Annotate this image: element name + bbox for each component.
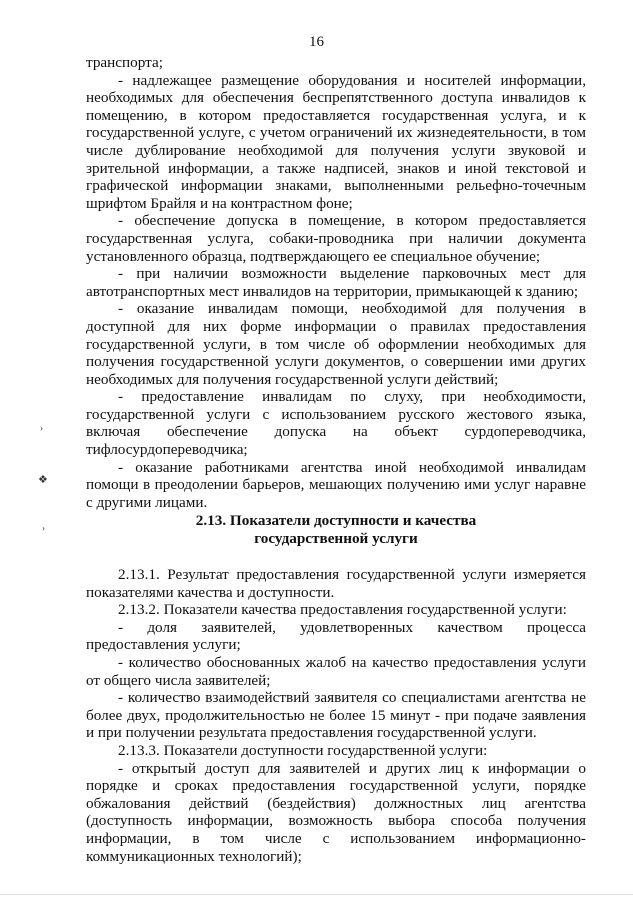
scan-mark: ❖ xyxy=(38,474,48,486)
paragraph: - открытый доступ для заявителей и других лиц к информации о порядке и сроках предоставления государственной услуги, порядке обжалования действий (бездействия) должностных лиц агентства (доступность информации, возможность выбора способа получения информации, в том числе с использованием информационно-коммуникационных технологий); xyxy=(86,759,586,865)
section-heading-line: государственной услуги xyxy=(254,529,418,547)
paragraph: - количество взаимодействий заявителя со специалистами агентства не более двух, продолжительностью не более 15 минут - при подаче заявления и при получении результата предоставления государственной услуги. xyxy=(86,689,586,742)
body-text-upper xyxy=(86,54,586,511)
paragraph: 2.13.3. Показатели доступности государственной услуги: xyxy=(118,741,488,759)
scan-mark: › xyxy=(42,523,45,533)
body-text-lower xyxy=(86,566,586,865)
scan-mark: › xyxy=(40,423,43,433)
page-number: 16 xyxy=(309,34,324,50)
page-edge xyxy=(0,894,633,895)
paragraph: - надлежащее размещение оборудования и носителей информации, необходимых для обеспечения беспрепятственного доступа инвалидов к помещению, в котором предоставляется государственная услуга, и к государственной услуге, с учетом ограничений их жизнедеятельности, в том числе дублирование необходимой для получения услуги звуковой и зрительной информации, а также надписей, знаков и иной текстовой и графической информации знаками, выполненными рельефно-точечным шрифтом Брайля и на контрастном фоне; xyxy=(86,71,586,212)
section-heading xyxy=(86,512,586,547)
paragraph: - оказание работниками агентства иной необходимой инвалидам помощи в преодолении барьеров, мешающих получению ими услуг наравне с другими лицами. xyxy=(86,458,586,511)
paragraph: - количество обоснованных жалоб на качество предоставления услуги от общего числа заявителей; xyxy=(86,653,586,689)
paragraph: - предоставление инвалидам по слуху, при необходимости, государственной услуги с использованием русского жестового языка, включая обеспечение допуска на объект сурдопереводчика, тифлосурдопереводчика; xyxy=(86,388,586,459)
paragraph: 2.13.1. Результат предоставления государственной услуги измеряется показателями качества и доступности. xyxy=(86,566,586,601)
paragraph: - при наличии возможности выделение парковочных мест для автотранспортных мест инвалидов на территории, примыкающей к зданию; xyxy=(86,265,586,300)
paragraph: - обеспечение допуска в помещение, в котором предоставляется государственная услуга, собаки-проводника при наличии документа установленного образца, подтверждающего ее специальное обучение; xyxy=(86,212,586,265)
paragraph: 2.13.2. Показатели качества предоставления государственной услуги: xyxy=(118,601,567,619)
paragraph: транспорта; xyxy=(86,54,163,71)
paragraph: - доля заявителей, удовлетворенных качеством процесса предоставления услуги; xyxy=(86,618,586,654)
section-heading-line: 2.13. Показатели доступности и качества xyxy=(195,512,477,529)
paragraph: - оказание инвалидам помощи, необходимой для получения в доступной для них форме информации о правилах предоставления государственной услуги, в том числе об оформлении необходимых для получения государственной услуги документов, о совершении ими других необходимых для получения государственной услуги действий; xyxy=(86,300,586,388)
